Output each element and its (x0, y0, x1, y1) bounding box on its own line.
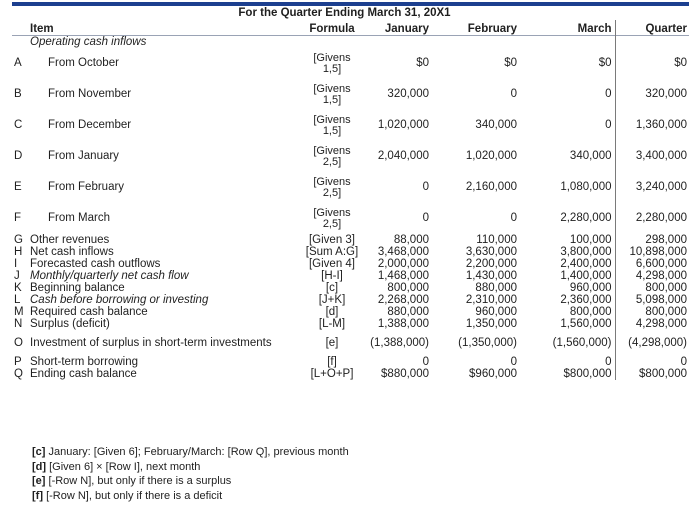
table-row (12, 110, 689, 141)
row-march: 0 (517, 356, 615, 368)
row-january: 1,020,000 (377, 119, 429, 131)
row-january: 88,000 (393, 234, 429, 246)
row-february: 0 (510, 356, 517, 368)
row-letter: N (14, 318, 23, 330)
row-formula: [e] (325, 336, 339, 349)
row-item: Other revenues (30, 234, 110, 246)
footnote-text: [Given 6] × [Row I], next month (49, 460, 201, 473)
table-row (12, 234, 689, 246)
footnote (32, 445, 349, 460)
row-item: Forecasted cash outflows (30, 258, 161, 270)
row-january: 2,040,000 (377, 150, 429, 162)
row-march: 0 (517, 79, 615, 110)
footnote (32, 474, 349, 489)
row-formula: [Givens 2,5] (313, 175, 351, 199)
row-item: Required cash balance (30, 306, 148, 318)
row-letter: H (14, 246, 23, 258)
row-february: $960,000 (469, 368, 517, 380)
header-accent-bar (12, 2, 689, 6)
row-february: 880,000 (475, 282, 517, 294)
row-february: 1,430,000 (465, 270, 517, 282)
row-february: 0 (510, 212, 517, 224)
footnote-tag: [f] (32, 489, 43, 502)
row-item: Cash before borrowing or investing (30, 294, 209, 306)
row-january: 320,000 (387, 88, 429, 100)
row-item: Beginning balance (30, 282, 125, 294)
table-row (12, 258, 689, 270)
row-formula: [f] (327, 356, 337, 368)
row-letter: L (14, 294, 21, 306)
cash-budget-table (12, 20, 689, 380)
letter-header (12, 20, 30, 36)
row-item: Monthly/quarterly net cash flow (30, 270, 189, 282)
footnote-text: [-Row N], but only if there is a deficit (46, 489, 223, 502)
row-letter: C (14, 119, 23, 131)
row-item: Investment of surplus in short-term investments (30, 336, 272, 349)
row-january: 2,268,000 (377, 294, 429, 306)
february-header: February (467, 23, 517, 35)
row-item: From November (48, 88, 132, 100)
row-formula: [Given 4] (308, 258, 356, 270)
row-march: 2,360,000 (517, 294, 615, 306)
row-quarter: 0 (680, 356, 687, 368)
quarter-header: Quarter (645, 23, 687, 35)
row-item: From December (48, 119, 132, 131)
row-march: 0 (517, 110, 615, 141)
row-february: $0 (504, 57, 517, 69)
row-january: 880,000 (387, 306, 429, 318)
row-formula: [L+O+P] (310, 368, 354, 380)
row-february: 1,350,000 (465, 318, 517, 330)
row-february: 2,160,000 (465, 181, 517, 193)
row-letter: Q (14, 368, 23, 380)
row-march: (1,560,000) (517, 330, 615, 356)
table-title: For the Quarter Ending March 31, 20X1 (238, 7, 451, 19)
row-quarter: 320,000 (645, 88, 687, 100)
row-march: 3,800,000 (517, 246, 615, 258)
row-formula: [H-I] (321, 270, 343, 282)
table-row (12, 270, 689, 282)
row-march: $0 (517, 48, 615, 79)
row-february: 110,000 (476, 234, 517, 246)
row-letter: D (14, 150, 23, 162)
row-letter: O (14, 336, 23, 349)
table-header-row (12, 20, 689, 36)
row-quarter: 800,000 (645, 282, 687, 294)
row-february: 1,020,000 (465, 150, 517, 162)
row-march: 2,280,000 (517, 203, 615, 234)
row-january: 1,468,000 (377, 270, 429, 282)
row-item: From February (48, 181, 125, 193)
row-february: 2,200,000 (465, 258, 517, 270)
row-quarter: 5,098,000 (635, 294, 687, 306)
row-march: 1,560,000 (517, 318, 615, 330)
table-row (12, 294, 689, 306)
row-item: From March (48, 212, 110, 224)
footnote-tag: [c] (32, 446, 46, 458)
row-march: 340,000 (517, 141, 615, 172)
row-january: 800,000 (387, 282, 429, 294)
row-formula: [Givens 2,5] (313, 206, 351, 230)
row-item: Ending cash balance (30, 368, 137, 380)
row-february: 3,630,000 (465, 246, 517, 258)
row-formula: [Givens 1,5] (313, 51, 351, 75)
row-quarter: $0 (674, 57, 687, 69)
row-january: 3,468,000 (377, 246, 429, 258)
row-january: 0 (422, 356, 429, 368)
table-row (12, 282, 689, 294)
footnote-tag: [e] (32, 475, 46, 487)
row-quarter: $800,000 (639, 368, 687, 380)
row-february: 0 (510, 88, 517, 100)
row-quarter: 6,600,000 (635, 258, 687, 270)
row-item: Short-term borrowing (30, 356, 139, 368)
row-quarter: (4,298,000) (628, 336, 687, 349)
row-march: 800,000 (517, 306, 615, 318)
table-row (12, 246, 689, 258)
row-january: $0 (416, 57, 429, 69)
table-row (12, 306, 689, 318)
row-letter: K (14, 282, 22, 294)
table-row (12, 368, 689, 380)
footnote (32, 460, 349, 475)
row-quarter: 4,298,000 (635, 318, 687, 330)
table-row (12, 318, 689, 330)
row-january: 0 (422, 212, 429, 224)
row-item: Surplus (deficit) (30, 318, 110, 330)
table-row (12, 48, 689, 79)
row-item: Net cash inflows (30, 246, 114, 258)
row-letter: F (14, 212, 22, 224)
row-item: From January (48, 150, 119, 162)
row-quarter: 4,298,000 (635, 270, 687, 282)
row-january: $880,000 (381, 368, 429, 380)
row-quarter: 800,000 (645, 306, 687, 318)
row-january: 1,388,000 (377, 318, 429, 330)
row-quarter: 298,000 (645, 234, 687, 246)
section-row (12, 36, 689, 49)
row-formula: [c] (325, 282, 339, 294)
table-row (12, 330, 689, 356)
march-header: March (517, 20, 615, 36)
row-quarter: 3,400,000 (635, 150, 687, 162)
table-row (12, 203, 689, 234)
row-letter: J (14, 270, 20, 282)
row-formula: [Givens 2,5] (313, 144, 351, 168)
row-quarter: 3,240,000 (635, 181, 687, 193)
formula-header: Formula (309, 23, 355, 35)
row-march: 2,400,000 (517, 258, 615, 270)
row-quarter: 10,898,000 (629, 246, 687, 258)
footnote-tag: [d] (32, 460, 47, 473)
row-letter: P (14, 356, 22, 368)
row-formula: [Sum A:G] (305, 246, 359, 258)
row-march: 1,080,000 (517, 172, 615, 203)
row-letter: M (14, 306, 24, 318)
footnote (32, 489, 349, 504)
row-letter: B (14, 88, 22, 100)
row-letter: A (14, 57, 22, 69)
row-quarter: 1,360,000 (635, 119, 687, 131)
row-formula: [Givens 1,5] (313, 82, 351, 106)
row-february: (1,350,000) (458, 336, 517, 349)
row-formula: [L-M] (318, 318, 346, 330)
row-march: 960,000 (517, 282, 615, 294)
row-quarter: 2,280,000 (635, 212, 687, 224)
row-letter: I (14, 258, 18, 270)
item-header: Item (30, 23, 54, 35)
row-formula: [Given 3] (308, 234, 356, 246)
table-row (12, 141, 689, 172)
section-label: Operating cash inflows (30, 35, 147, 48)
row-letter: G (14, 234, 23, 246)
row-january: 0 (422, 181, 429, 193)
row-january: 2,000,000 (377, 258, 429, 270)
row-february: 340,000 (475, 119, 517, 131)
row-formula: [d] (325, 306, 339, 318)
row-formula: [Givens 1,5] (313, 113, 351, 137)
row-january: (1,388,000) (370, 336, 429, 349)
row-march: 100,000 (517, 234, 615, 246)
row-february: 2,310,000 (465, 294, 517, 306)
table-row (12, 172, 689, 203)
table-row (12, 79, 689, 110)
row-item: From October (48, 57, 119, 69)
row-march: $800,000 (517, 368, 615, 380)
row-letter: E (14, 181, 22, 193)
row-formula: [J+K] (318, 294, 346, 306)
footnote-text: January: [Given 6]; February/March: [Row Q], previous month (48, 446, 349, 458)
table-row (12, 356, 689, 368)
footnotes (32, 445, 349, 503)
footnote-text: [-Row N], but only if there is a surplus (48, 475, 232, 487)
january-header: January (384, 23, 429, 35)
row-february: 960,000 (475, 306, 517, 318)
row-march: 1,400,000 (517, 270, 615, 282)
